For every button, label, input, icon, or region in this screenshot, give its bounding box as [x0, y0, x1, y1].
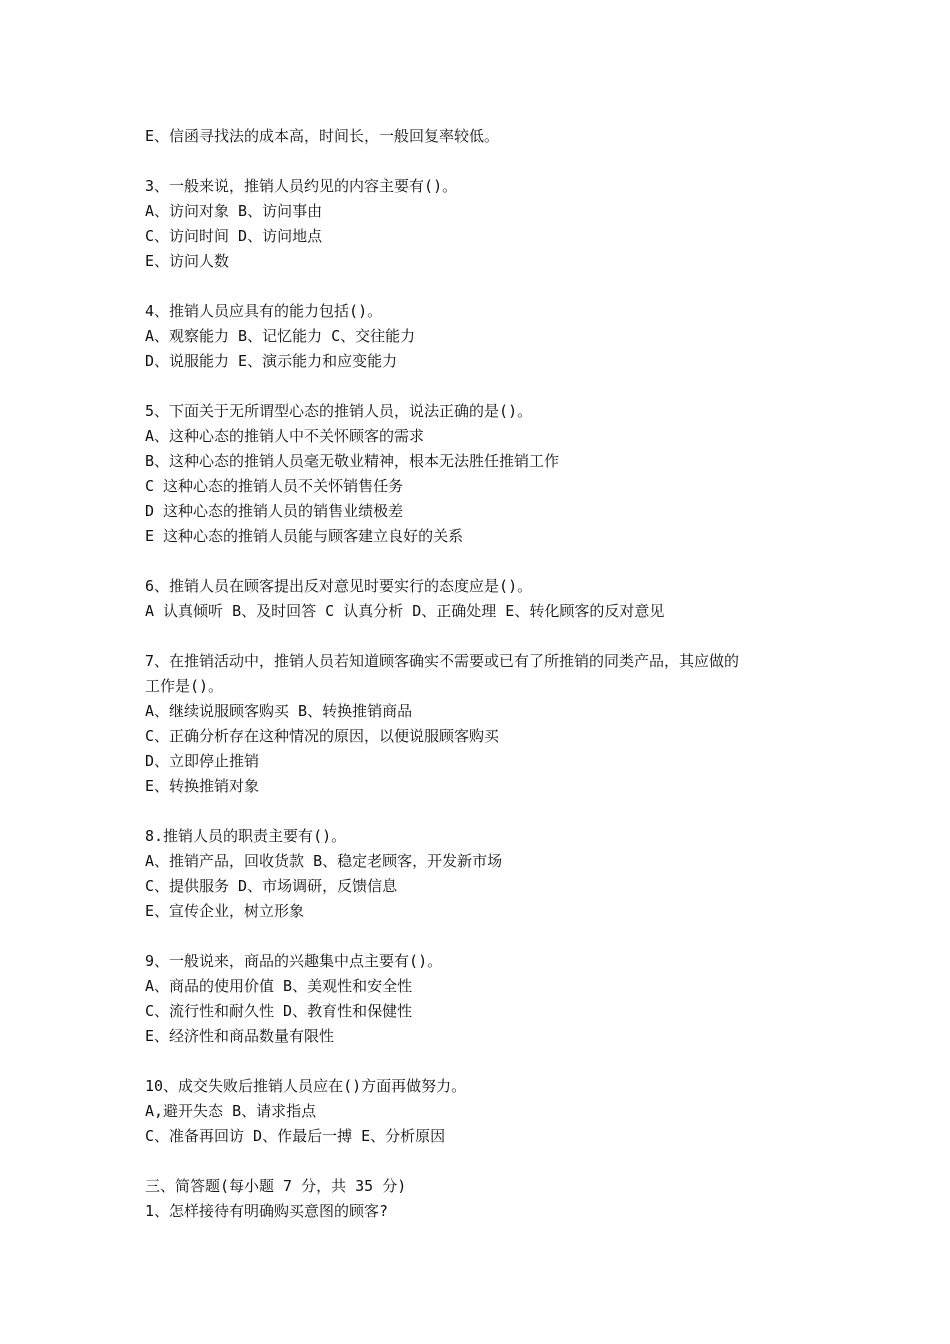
question-option: A、访问对象 B、访问事由 — [145, 202, 323, 220]
question-option: A、商品的使用价值 B、美观性和安全性 — [145, 977, 413, 995]
spacer — [145, 149, 825, 174]
question-option: C、正确分析存在这种情况的原因，以便说服顾客购买 — [145, 727, 500, 745]
spacer — [145, 924, 825, 949]
spacer — [145, 1149, 825, 1174]
question-option: D 这种心态的推销人员的销售业绩极差 — [145, 502, 404, 520]
spacer — [145, 274, 825, 299]
question-stem: 6、推销人员在顾客提出反对意见时要实行的态度应是()。 — [145, 577, 533, 595]
question-stem: 7、在推销活动中，推销人员若知道顾客确实不需要或已有了所推销的同类产品，其应做的 — [145, 652, 740, 670]
question-5 — [145, 399, 825, 549]
question-9 — [145, 949, 825, 1049]
question-option: E、经济性和商品数量有限性 — [145, 1027, 335, 1045]
question-option: E、转换推销对象 — [145, 777, 260, 795]
question-stem-continued: 工作是()。 — [145, 677, 224, 695]
question-stem: 10、成交失败后推销人员应在()方面再做努力。 — [145, 1077, 467, 1095]
question-option: C 这种心态的推销人员不关怀销售任务 — [145, 477, 404, 495]
question-stem: 3、一般来说，推销人员约见的内容主要有()。 — [145, 177, 458, 195]
question-option: C、流行性和耐久性 D、教育性和保健性 — [145, 1002, 413, 1020]
spacer — [145, 549, 825, 574]
question-option: A 认真倾听 B、及时回答 C 认真分析 D、正确处理 E、转化顾客的反对意见 — [145, 602, 665, 620]
question-option: C、准备再回访 D、作最后一搏 E、分析原因 — [145, 1127, 446, 1145]
question-6 — [145, 574, 825, 624]
document-page — [145, 124, 825, 1224]
question-10 — [145, 1074, 825, 1149]
question-option: A、继续说服顾客购买 B、转换推销商品 — [145, 702, 413, 720]
intro-line: E、信函寻找法的成本高，时间长，一般回复率较低。 — [145, 127, 500, 145]
question-option: E、访问人数 — [145, 252, 230, 270]
question-option: A、观察能力 B、记忆能力 C、交往能力 — [145, 327, 416, 345]
question-option: A、这种心态的推销人中不关怀顾客的需求 — [145, 427, 425, 445]
spacer — [145, 799, 825, 824]
question-option: D、说服能力 E、演示能力和应变能力 — [145, 352, 398, 370]
question-7 — [145, 649, 825, 799]
question-option: A、推销产品，回收货款 B、稳定老顾客，开发新市场 — [145, 852, 503, 870]
question-option: B、这种心态的推销人员毫无敬业精神，根本无法胜任推销工作 — [145, 452, 560, 470]
question-option: C、提供服务 D、市场调研，反馈信息 — [145, 877, 398, 895]
question-stem: 5、下面关于无所谓型心态的推销人员，说法正确的是()。 — [145, 402, 533, 420]
spacer — [145, 374, 825, 399]
question-option: A,避开失态 B、请求指点 — [145, 1102, 317, 1120]
question-option: C、访问时间 D、访问地点 — [145, 227, 323, 245]
section-heading: 三、简答题(每小题 7 分，共 35 分) — [145, 1177, 407, 1195]
question-stem: 4、推销人员应具有的能力包括()。 — [145, 302, 383, 320]
question-stem: 8.推销人员的职责主要有()。 — [145, 827, 347, 845]
section-short-answer — [145, 1174, 825, 1224]
question-option: D、立即停止推销 — [145, 752, 260, 770]
spacer — [145, 624, 825, 649]
question-4 — [145, 299, 825, 374]
question-3 — [145, 174, 825, 274]
question-option: E 这种心态的推销人员能与顾客建立良好的关系 — [145, 527, 464, 545]
question-8 — [145, 824, 825, 924]
spacer — [145, 1049, 825, 1074]
question-option: E、宣传企业，树立形象 — [145, 902, 305, 920]
question-stem: 9、一般说来，商品的兴趣集中点主要有()。 — [145, 952, 443, 970]
short-answer-question-1: 1、怎样接待有明确购买意图的顾客? — [145, 1202, 389, 1220]
